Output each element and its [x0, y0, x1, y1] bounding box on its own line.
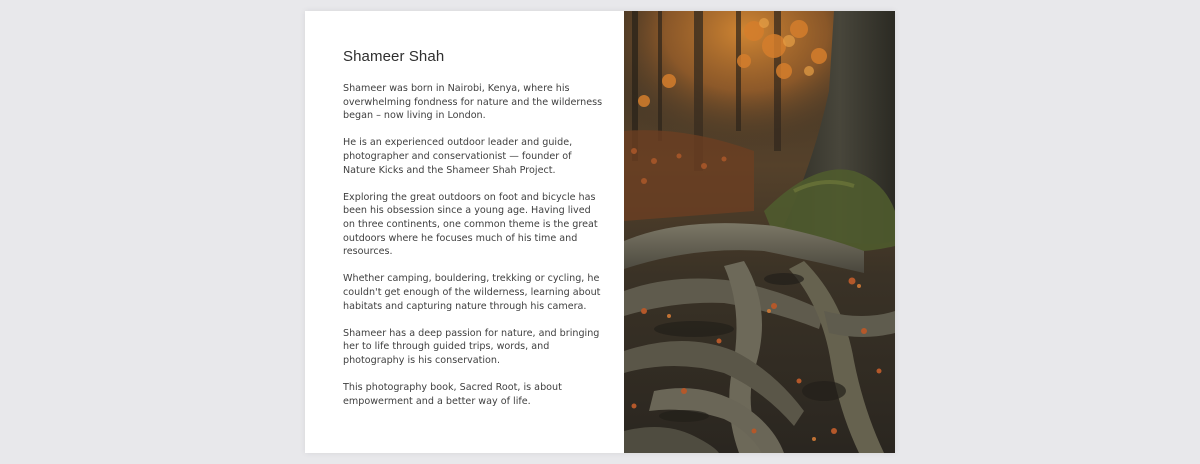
bio-paragraph-4: Whether camping, bouldering, trekking or cycling, he couldn't get enough of the wilderness, learning about habitats and capturing nature through his camera.: [343, 273, 601, 312]
bio-paragraph-6: This photography book, Sacred Root, is about empowerment and a better way of life.: [343, 382, 562, 407]
bio-paragraph-1: Shameer was born in Nairobi, Kenya, where his overwhelming fondness for nature and the wilderness began – now living in London.: [343, 83, 603, 122]
text-page: [305, 11, 624, 453]
photo-illustration: [624, 11, 895, 453]
author-name-heading: Shameer Shah: [343, 48, 445, 65]
book-spread: [305, 11, 895, 453]
bio-paragraph-3: Exploring the great outdoors on foot and bicycle has been his obsession since a young age. Having lived on three continents, one common theme is the great outdoors where he focuses much of his time and resources.: [343, 191, 598, 258]
bio-paragraph-2: He is an experienced outdoor leader and guide, photographer and conservationist — founder of Nature Kicks and the Shameer Shah Project.: [343, 137, 573, 176]
bio-paragraph-5: Shameer has a deep passion for nature, and bringing her to life through guided trips, words, and photography is his conservation.: [343, 327, 600, 366]
tree-roots-photo: [624, 11, 895, 453]
